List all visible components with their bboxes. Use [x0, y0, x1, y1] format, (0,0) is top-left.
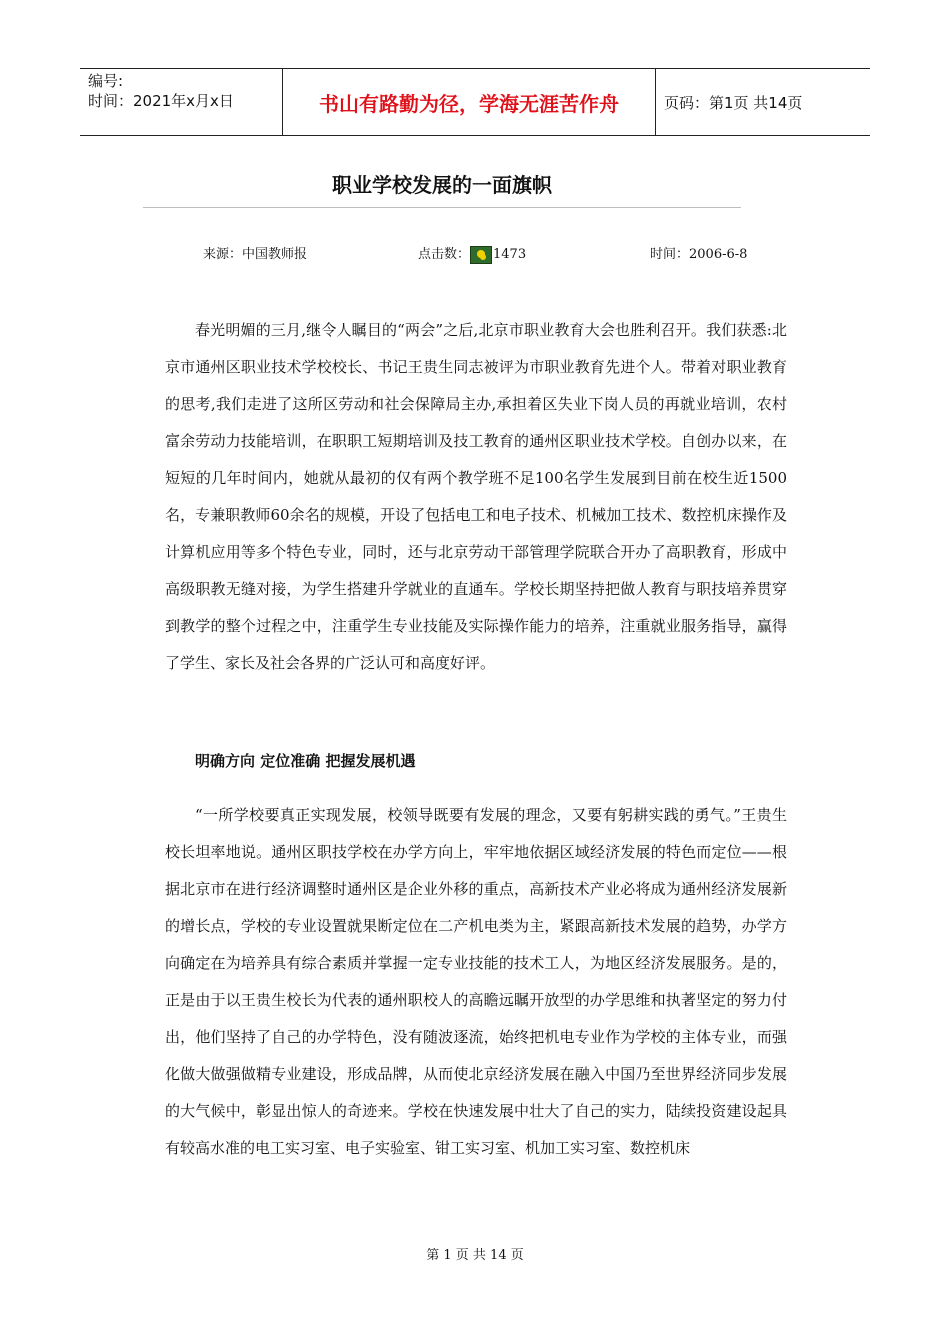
header-left-cell: [80, 69, 282, 135]
document-number-label: 编号:: [88, 72, 124, 90]
click-counter-icon: [470, 246, 492, 264]
clicks-value: 1473: [493, 247, 527, 262]
article-clicks: [418, 244, 526, 266]
clicks-label: 点击数：: [418, 247, 471, 262]
article-source: 来源：中国教师报: [203, 247, 308, 262]
header-page-info: 页码：第1页 共14页: [664, 93, 803, 112]
article-paragraph-2: “一所学校要真正实现发展，校领导既要有发展的理念，又要有躬耕实践的勇气。”王贵生校长坦率地说。通州区职技学校在办学方向上，牢牢地依据区域经济发展的特色而定位——根据北京市在进行经济调整时通州区是企业外移的重点，高新技术产业必将成为通州经济发展新的增长点，学校的专业设置就果断定位在二产机电类为主，紧跟高新技术发展的趋势，办学方向确定在为培养具有综合素质并掌握一定专业技能的技术工人，为地区经济发展服务。是的，正是由于以王贵生校长为代表的通州职校人的高瞻远瞩开放型的办学思维和执著坚定的努力付出，他们坚持了自己的办学特色，没有随波逐流，始终把机电专业作为学校的主体专业，而强化做大做强做精专业建设，形成品牌，从而使北京经济发展在融入中国乃至世界经济同步发展的大气候中，彰显出惊人的奇迹来。学校在快速发展中壮大了自己的实力，陆续投资建设起具有较高水准的电工实习室、电子实验室、钳工实习室、机加工实习室、数控机床: [165, 806, 787, 1157]
header-motto: 书山有路勤为径，学海无涯苦作舟: [282, 69, 656, 135]
header-table: [80, 68, 870, 136]
article-time: 时间：2006-6-8: [650, 247, 748, 262]
article-paragraph-1: 春光明媚的三月,继令人瞩目的“两会”之后,北京市职业教育大会也胜利召开。我们获悉:北京市通州区职业技术学校校长、书记王贵生同志被评为市职业教育先进个人。带着对职业教育的思考,我们走进了这所区劳动和社会保障局主办,承担着区失业下岗人员的再就业培训，农村富余劳动力技能培训，在职职工短期培训及技工教育的通州区职业技术学校。自创办以来，在短短的几年时间内，她就从最初的仅有两个教学班不足100名学生发展到目前在校生近1500名，专兼职教师60余名的规模，开设了包括电工和电子技术、机械加工技术、数控机床操作及计算机应用等多个特色专业，同时，还与北京劳动干部管理学院联合开办了高职教育，形成中高级职教无缝对接，为学生搭建升学就业的直通车。学校长期坚持把做人教育与职技培养贯穿到教学的整个过程之中，注重学生专业技能及实际操作能力的培养，注重就业服务指导，赢得了学生、家长及社会各界的广泛认可和高度好评。: [165, 321, 787, 672]
page-footer: 第 1 页 共 14 页: [426, 1248, 524, 1263]
document-date: 时间：2021年x月x日: [88, 92, 234, 110]
section-heading: 明确方向 定位准确 把握发展机遇: [195, 752, 416, 770]
article-title: 职业学校发展的一面旗帜: [332, 173, 552, 197]
title-divider: [143, 207, 741, 208]
